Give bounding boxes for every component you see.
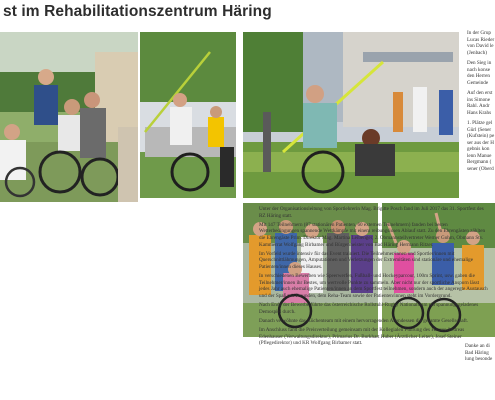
side-line: Gemeinde xyxy=(467,79,489,86)
side-line: lenn Manue xyxy=(467,152,492,159)
article-paragraph: In verschiedenen Bewerben wie Speerwerfen, Fußball- und Hockeyparcour, 100m Sprint, usw. gaben die Teilnehmer/innen ihr Bestes, um wertvolle Punkte zu sammeln. Aber nicht nur der sportliche Ansporn lässt jedes Jahr auch ehemalige Patienten/innen an dem Sportfest teilnehmen, sondern auch der angeregte Austausch und der Spaß mit Freunden, dem Reha-Team sowie der Patienten/innen steht im Vordergrund. xyxy=(259,273,488,299)
side-line: sener (Oberd xyxy=(467,165,494,172)
side-line: Bergmann ( xyxy=(467,159,492,165)
side-line: Rahl. Andr xyxy=(467,103,490,109)
side-line: Den Sieg in xyxy=(467,60,492,66)
side-line: Gürl (Sener xyxy=(467,126,492,133)
side-line: den Herren xyxy=(467,73,490,79)
caption-line: lung besonde xyxy=(465,356,493,362)
side-line: von David le xyxy=(467,43,494,49)
side-line: (Kufstein) pe xyxy=(467,133,495,139)
side-line: 1. Plätze gel xyxy=(467,120,493,126)
side-line: ser aus der H xyxy=(467,139,494,146)
article-paragraph: Unter der Organisationsleitung von Sportlehrerin Mag. Brigitte Posch fand im Juli 2017 das 31. Sportfest des RZ Häring statt. xyxy=(259,206,484,219)
caption-line: Danke an di xyxy=(465,343,490,349)
side-line: In der Grup xyxy=(467,30,491,36)
side-line: Hans Krahs xyxy=(467,109,492,116)
article-paragraph: Im Vorfeld wurde intensiv für das Event trainiert. Die Teilnehmer/innen und Sportler/innen mit Querschnittlähmungen, Amputationen und Verletzungen der Extremitäten sind stationäre und ehemalige Patienten/innen dieses Hauses. xyxy=(259,250,474,270)
photo-group-wheelchairs xyxy=(0,32,138,202)
caption-line: Bad Häring xyxy=(465,349,489,356)
article-paragraph: Mit 147 Teilnehmern (87 stationären Patienten, 60 externen Teilnehmern) fanden bei besten Wetterbedingungen spannende Wettkämpfe mit einem reibungslosen Ablauf statt. Zu den Ehrengästen zählten die Ehrengäste Prim. Direktor Mag. Martina Leibenger, 2. Obmannstellvertreter Werner Gohm, Obmann Stv. Kammerrat Wolfgang Birbamer und Bürgermeister von Bad Häring Hermann Ritzer. xyxy=(259,221,486,248)
side-line: Auf den erst xyxy=(467,90,493,96)
article-body xyxy=(259,206,488,349)
article-paragraph: Nach Ende der Bewerbe führte das österreichische Rollstuhl-Rugby Nationalteam ein spannungsgeladenes Demospiel durch. xyxy=(259,302,479,315)
article-headline: st im Rehabilitationszentrum Häring xyxy=(3,3,272,20)
photo-caption xyxy=(465,343,495,363)
article-paragraph: Im Anschluss fand die Preisverteilung gemeinsam mit der Kollegialen Führung des Hauses Andreas Edenhauser (Verwaltungsdirektor), Primarius Dr. Burkhart Huber (Ärztlicher Leiter), Josef Steiner (Pflegedirektor) und KR Wolfgang Birbamer statt. xyxy=(259,327,465,347)
article-paragraph: Danach verwöhnte das Küchenteam mit einem hervorragenden Abendessen die gesamte Gesellschaft. xyxy=(259,317,469,324)
side-line: ins Simone xyxy=(467,96,490,103)
side-line: gebnis kon xyxy=(467,146,490,152)
side-column-text xyxy=(467,30,495,172)
photo-javelin-wheelchair xyxy=(140,32,236,198)
photo-javelin-assistant xyxy=(243,32,459,198)
side-line: nach konse xyxy=(467,66,490,73)
side-line: (Jenbach) xyxy=(467,49,487,56)
side-line: Lucas Rieder xyxy=(467,36,495,43)
